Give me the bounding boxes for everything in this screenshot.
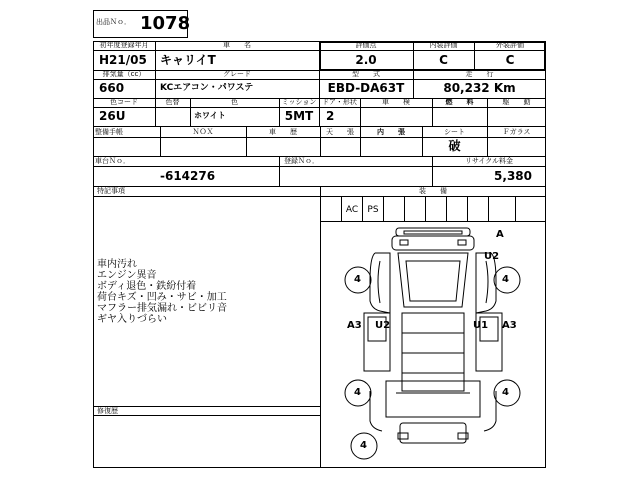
note-line: 荷台キズ・凹み・サビ・加工 (97, 292, 227, 303)
damage-u2-left: U2 (375, 320, 391, 331)
inspection-label: 車 検 (382, 98, 410, 106)
nox-label: ＮＯＸ (192, 128, 214, 136)
tire-spare: 4 (360, 440, 367, 451)
interior-label: 内装評価 (429, 41, 458, 49)
fuel-label: 燃 料 (445, 98, 474, 106)
chassis-value: -614276 (160, 169, 216, 183)
history-label: 車 歴 (269, 128, 297, 136)
recycle-label: リサイクル料金 (464, 157, 514, 165)
seat-value: 破 (448, 139, 461, 153)
equipment-ac: AC (345, 205, 359, 215)
chassis-label: 車台Ｎｏ． (95, 157, 130, 165)
manual-label: 整備手帳 (95, 128, 123, 136)
color-change-label: 色替 (165, 98, 180, 106)
grade-label: グレード (223, 70, 251, 78)
cc-value: 660 (99, 81, 125, 95)
mileage-label: 走 行 (465, 70, 494, 78)
seat-label: シート (444, 128, 465, 136)
doors-label: ドア・形状 (322, 98, 357, 106)
lot-number: 1078 (140, 13, 191, 34)
color-code-label: 色コード (110, 98, 138, 106)
score-label: 評価点 (355, 41, 377, 49)
recycle-value: 5,380 (494, 169, 532, 183)
tire-rear-left: 4 (354, 387, 361, 398)
year-value: H21/05 (99, 53, 147, 67)
score-value: 2.0 (355, 53, 377, 67)
ceiling-label: 天 張 (326, 128, 354, 136)
vehicle-diagram (320, 221, 546, 468)
note-line: エンジン異音 (97, 270, 157, 281)
cc-label: 排気量（cc） (102, 70, 146, 78)
damage-u2-top: U2 (484, 251, 500, 262)
mileage-value: 80,232 Km (443, 81, 516, 95)
equipment-ps: PS (367, 205, 379, 215)
mission-label: ミッション (281, 98, 317, 106)
exterior-label: 外装評価 (496, 41, 524, 49)
drive-label: 駆 動 (502, 98, 531, 106)
tire-front-left: 4 (354, 274, 361, 285)
exterior-value: C (505, 53, 515, 67)
tire-front-right: 4 (502, 274, 509, 285)
interior-lining-label: 内 張 (377, 128, 405, 136)
color-label: 色 (231, 98, 238, 106)
name-value: キャリイT (160, 53, 216, 67)
reg-label: 登録Ｎｏ． (284, 157, 319, 165)
damage-a3-left: A3 (347, 320, 362, 331)
grade-value: KCエアコン・パワステ (160, 83, 254, 93)
damage-a-top: A (496, 229, 504, 240)
year-label: 初年度登録年月 (99, 41, 149, 49)
notes-label: 特記事項 (97, 187, 125, 195)
lot-label: 出品Ｎｏ． (96, 18, 131, 26)
damage-u1-right: U1 (473, 320, 489, 331)
note-line: 車内汚れ (97, 259, 137, 270)
damage-a3-right: A3 (502, 320, 517, 331)
color-value: ホワイト (194, 111, 226, 120)
model-value: EBD-DA63T (327, 81, 405, 95)
doors-value: 2 (326, 109, 335, 123)
glass-label: Ｆガラス (502, 128, 531, 136)
note-line: ボディ退色・鉄紛付着 (97, 281, 197, 292)
note-line: ギヤ入りづらい (97, 314, 167, 325)
repair-label: 修復歴 (97, 407, 118, 415)
mission-value: 5MT (284, 109, 314, 123)
equipment-label: 装 備 (419, 187, 447, 195)
note-line: マフラー排気漏れ・ビビリ音 (97, 303, 227, 314)
name-label: 車 名 (223, 41, 251, 49)
interior-value: C (439, 53, 448, 67)
model-label: 型 式 (352, 70, 380, 78)
tire-rear-right: 4 (502, 387, 509, 398)
color-code-value: 26U (99, 109, 126, 123)
